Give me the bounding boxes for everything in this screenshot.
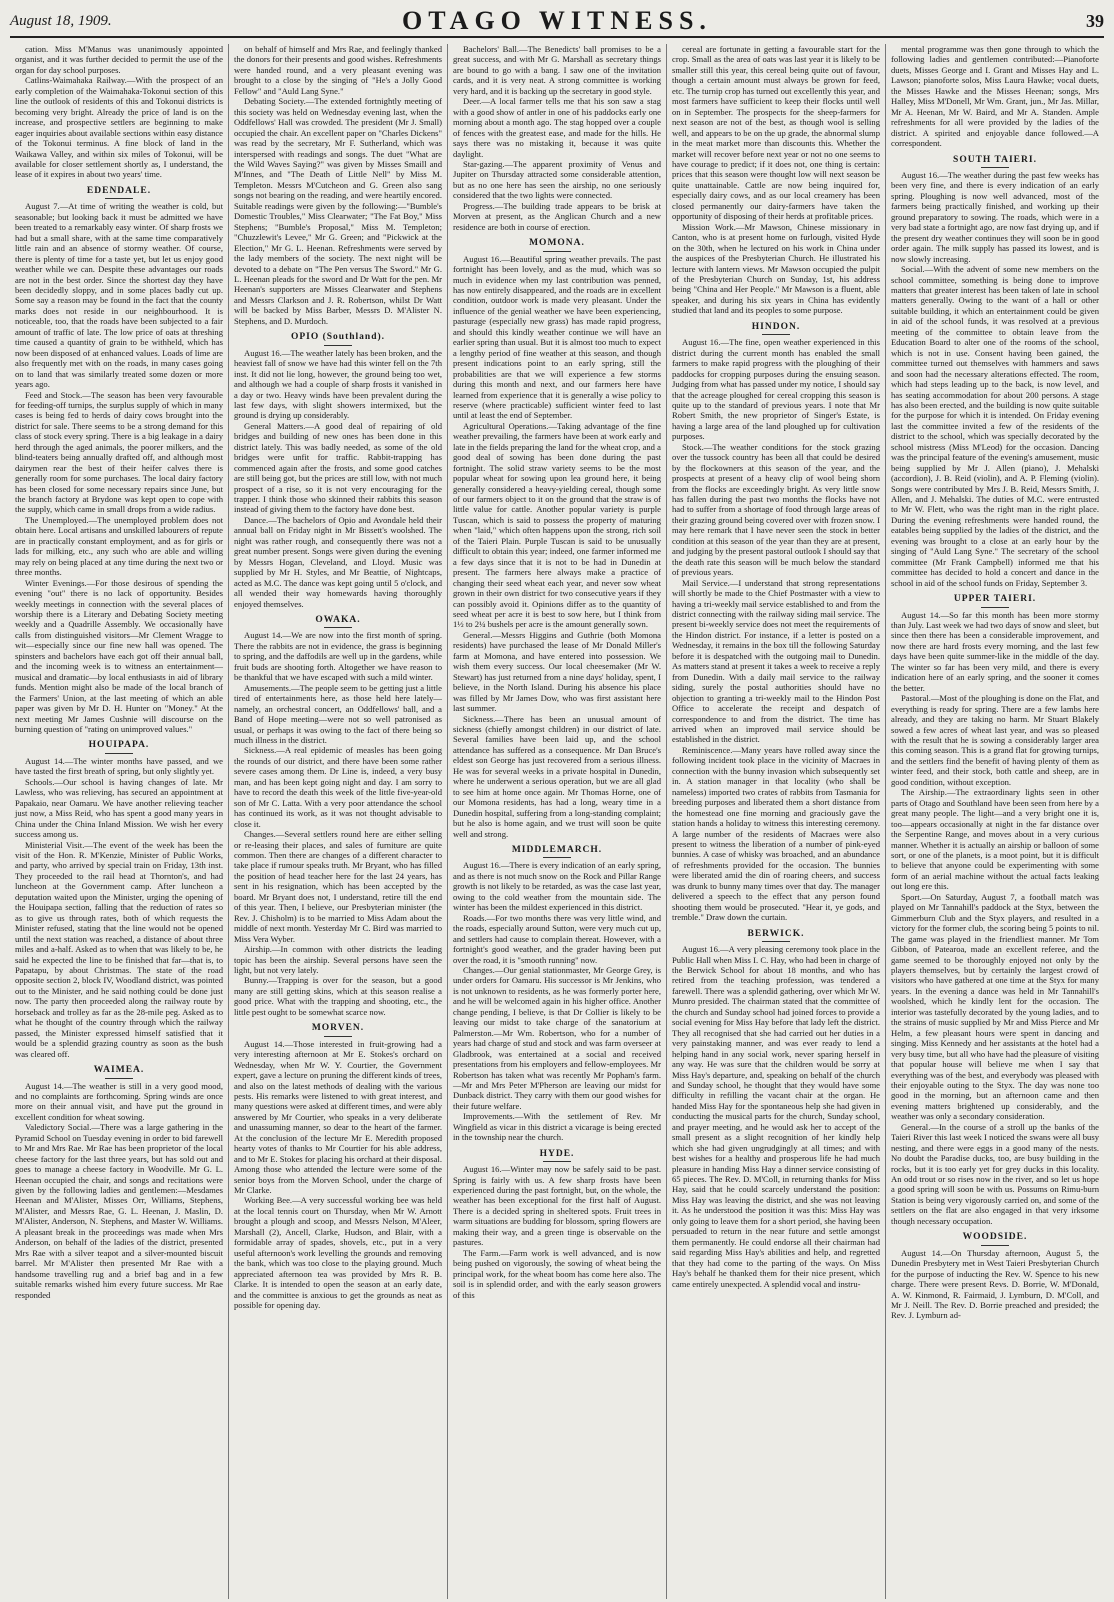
paragraph: Mission Work.—Mr Mawson, Chinese missionary in Canton, who is at present home on furlough, visited Hyde on the 30th, when he lectured on his work in China under the auspices of the Presbyterian Church. He illustrated his lecture with lantern views. Mr Mawson occupied the pulpit of the Presbyterian Church on Sunday, 1st, his address being "China and Her People." Mr Mawson is a fluent, able speaker, and during his six years in China has evidently studied that land and its peoples to some purpose. [672, 221, 880, 316]
article-columns [10, 44, 1104, 1599]
paragraph: Schools.—Our school is having changes of late. Mr Lawless, who was relieving, has secured an appointment at Papakaio, near Oamaru. We have another relieving teacher just now, a Miss Reid, who has spent a good many years in China under the China Inland Mission. We wish her every success among us. [15, 776, 223, 840]
paragraph: August 14.—So far this month has been more stormy than July. Last week we had two days of snow and sleet, but since then there has been a considerable improvement, and now there are hard frosts every morning, and the last few days have been quite summer-like in the middle of the day. The winter so far has been very mild, and there is every indication here of an early spring, and the sooner it comes the better. [891, 609, 1099, 693]
paragraph: August 7.—At time of writing the weather is cold, but seasonable; but looking back it must be admitted we have been treated to a remarkably easy winter. Of sharp frosts we had but a small share, with at the same time comparatively little rain and an absence of stormy weather. Of course, there is plenty of time for a taste yet, but let us enjoy good weather while we can. Despite these advantages our roads are not in the best order. Since the shortest day they have been decidedly sloppy, and in some places badly cut up. Some say a reason may be found in the fact that the county marks does not reside in our neighbourhood. It is noticeable, too, that the roads have been subjected to a fair amount of traffic of late. The low price of oats at threshing time caused a quantity of grain to be withheld, which has now been disposed of at enhanced values. Loads of lime are also frequently met with on the roads, in many cases going on to land that was similarly treated some dozen or more years ago. [15, 201, 223, 390]
paragraph: Feed and Stock.—The season has been very favourable for feeding-off turnips, the surplus supply of which in many cases is being fed to herds of dairy cows brought into the district for sale. There seems to be a strong demand for this class of stock every spring. There is a big leakage in a dairy herd through the aged animals, the poorer milkers, and the blind-teaters being annually drafted off, and although most dairymen rear the best of their heifer calves there is generally room for some purchases. The local dairy factory has been closed for some necessary repairs since June, but the branch factory at Brydone was kept open to cope with the supply, which came in small drops from a wide radius. [15, 389, 223, 515]
paragraph: Changes.—Several settlers round here are either selling or re-leasing their places, and sales of furniture are quite common. Then there are changes of a different character to take place if rumour speaks truth. Mr Bryant, who has filled the position of head teacher here for the last 24 years, has sent in his resignation, which has been accepted by the board. Mr Bryant does not, I understand, retire till the end of this year. Then, I believe, our Presbyterian minister (the Rev. J. Chisholm) is to be married to Miss Adam about the middle of next month. Yesterday Mr C. Bird was married to Miss Vera Wyber. [234, 829, 442, 944]
paragraph: General.—In the course of a stroll up the banks of the Taieri River this last week I noticed the swans were all busy nesting, and there were eggs in a good many of the nests. No doubt the Paradise ducks, too, are busy building in the rocks, but it is too early yet for grey ducks in this locality. An odd trout or so rises now in the river, and so let us hope a good spring will soon be with us. Possums on Rimu-burn Station is being very vigorously carried on, and some of the settlers on the flat are also engaged in that very irksome though necessary occupation. [891, 1121, 1099, 1226]
section-heading: OWAKA. [234, 615, 442, 628]
section-heading: MOMONA. [453, 238, 661, 251]
section-heading: HOUIPAPA. [15, 740, 223, 753]
paragraph: August 14.—On Thursday afternoon, August 5, the Dunedin Presbytery met in West Taieri Presbyterian Church for the purpose of inducting the Rev. W. Spence to his new charge. There were present Revs. D. Borrie, W. M'Donald, A. W. Kinmond, R. Fairmaid, J. Lymburn, D. M'Coll, and Mr J. Neill. The Rev. D. Borrie preached and presided; the Rev. J. Lymburn ad- [891, 1247, 1099, 1321]
section-heading: MIDDLEMARCH. [453, 845, 661, 858]
paragraph: August 14.—The weather is still in a very good mood, and no complaints are forthcoming. Spring winds are once more on their annual visit, and have put the ground in excellent condition for wheat sowing. [15, 1080, 223, 1122]
paragraph: Winter Evenings.—For those desirous of spending the evening "out" there is no lack of opportunity. Besides weekly meetings in connection with the several places of worship there is a Literary and Debating Society meeting weekly and a Quadrille Assembly. We occasionally have calls from distinguished visitors—Mr Clement Wragge to wit—especially since our fine new hall was opened. The spinsters and bachelors have each got off their annual ball, and the incoming week is to witness an entertainment—musical and dramatic—by local enthusiasts in aid of library funds. Mention might also be made of the local branch of the Farmers' Union, at the last meeting of which an able paper was given by Mr D. H. Hunter on "Money." At the next meeting Mr James Cushnie will discourse on the burning question of "rating on unimproved values." [15, 577, 223, 734]
paragraph: August 16.—Beautiful spring weather prevails. The past fortnight has been lovely, and as the mud, which was so much in evidence when my last contribution was penned, has now entirely disappeared, and the roads are in excellent condition, outdoor work is made very pleasant. Under the influence of the genial weather we have been experiencing, pasturage (especially new grass) has made rapid progress, and should this kindly weather continue we will have an earlier spring than usual. But it is almost too much to expect a lengthy period of fine weather at this season, and though present indications point to an early spring, still the probabilities are that we will experience a few storms during this month and next, and our farmers here have learned from experience that it is generally a wise policy to reserve (where practicable) sufficient winter feed to last until at least the end of September. [453, 253, 661, 421]
paragraph: General Matters.—A good deal of repairing of old bridges and building of new ones has been done in this district lately. This was badly needed, as some of the old bridges were unfit for traffic. Rabbit-trapping has commenced again after the frosts, and some good catches are still being got, but the prices are still low, with not much prospect of a rise, so it is not very encouraging for the trapper. I think those who skinned their rabbits this season instead of giving them to the factory have done best. [234, 420, 442, 515]
section-heading: EDENDALE. [15, 186, 223, 199]
section-heading: BERWICK. [672, 929, 880, 942]
section-heading: UPPER TAIERI. [891, 594, 1099, 607]
paragraph: Progress.—The building trade appears to be brisk at Morven at present, as the Anglican Church and a new residence are both in course of erection. [453, 200, 661, 232]
paragraph: Bachelors' Ball.—The Benedicts' ball promises to be a great success, and with Mr G. Marshall as secretary things are bound to go with a bang. I saw one of the invitation cards, and it is very neat. A strong committee is working very hard, and it is backing up the secretary in good style. [453, 44, 661, 96]
paragraph: Star-gazing.—The apparent proximity of Venus and Jupiter on Thursday attracted some considerable attention, but as no one here has seen the airship, no one seriously considered that the two lights were connected. [453, 158, 661, 201]
masthead [10, 6, 1104, 38]
paragraph: mental programme was then gone through to which the following ladies and gentlemen contributed:—Pianoforte duets, Misses George and I. Grant and Misses Hay and L. Lawson; pianoforte solos, Miss Laura Hawke; vocal duets, the Misses Hawke and the Misses Heenan; songs, Mrs Halley, Miss M'Donell, Mr Wm. Grant, jun., Mr Jas. Millar, Mr A. Heenan, Mr W. Baird, and Mr A. Standen. Ample refreshments for all were provided by the ladies of the district. A spirited and enjoyable dance followed.—A correspondent. [891, 44, 1099, 149]
paragraph: Social.—With the advent of some new members on the school committee, something is being done to improve matters that greater interest has been taken of late in school matters generally. Owing to the want of a hall or other suitable building, it which an entertainment could be given in aid of the school funds, it was resolved at a previous meeting of the committee to obtain leave from the Education Board to alter one of the rooms of the school, which is not in use. Consent having been gained, the committee turned out themselves with hammers and saws and soon had the necessary alterations effected. The room, which had steps leading up to the back, is now level, and has seating accommodation for about 200 persons. A stage has also been erected, and the building is now quite suitable for the purpose for which it is intended. On Friday evening last the committee invited a few of the residents of the district to the school, which was specially decorated by the school mistress (Miss M'Leod) for the occasion. Dancing was the principal feature of the evening's amusement, music being supplied by Mr J. Allen (piano), J. Mehalski (accordion), J. B. Reid (violin), and A. P. Fleming (violin). Songs were contributed by Mrs J. B. Reid, Messrs Smith, J. Allen, and J. Mehalski. The duties of M.C. were entrusted to Mr W. Flett, who was the right man in the right place. During the evening refreshments were handed round, the eatables being supplied by the ladies of the district, and the evening was brought to a close at an early hour by the singing of "Auld Lang Syne." The secretary of the school committee (Mr Frank Campbell) informed me that his committee has decided to hold a concert and dance in the school in aid of the school funds on Friday, September 3. [891, 264, 1099, 588]
paragraph: August 16.—There is every indication of an early spring, and as there is not much snow on the Rock and Pillar Range growth is not likely to be retarded, as was the case last year, owing to the cold weather from the mountain side. The winter has been the mildest experienced in this district. [453, 860, 661, 913]
paragraph: Improvements.—With the settlement of Rev. Mr Wingfield as vicar in this district a vicarage is being erected in the township near the church. [453, 1111, 661, 1143]
paragraph: Catlins-Waimahaka Railway.—With the prospect of an early completion of the Waimahaka-Tokonui section of this line the outlook of residents of this and Tokonui districts is becoming very bright. Already the price of land is on the increase, and prospective settlers are beginning to make eager inquiries about available sections within easy distance of the Tokonui terminus. A fine block of land in the Waikawa Valley, and within six miles of Tokonui, will be available for closer settlement shortly as, I understand, the lease of it expires in about two years' time. [15, 75, 223, 180]
paragraph: August 14.—Those interested in fruit-growing had a very interesting afternoon at Mr E. Stokes's orchard on Wednesday, when Mr W. Y. Courtier, the Government expert, gave a lecture on pruning the different kinds of trees, and also on the latest methods of dealing with the various pests. His remarks were listened to with great interest, and many questions were asked at different times, and were ably answered by Mr Courtier, who speaks in a very deliberate and unassuming manner, so dear to the heart of the farmer. At the conclusion of the lecture Mr E. Meredith proposed hearty votes of thanks to Mr Courtier for his able address, and to Mr E. Stokes for placing his orchard at their disposal. Among those who attended the lecture were some of the senior boys from the Morven School, under the charge of Mr Clarke. [234, 1038, 442, 1196]
paragraph: Amusements.—The people seem to be getting just a little tired of entertainments here, as those held here lately—namely, an orchestral concert, an Oddfellows' ball, and a Band of Hope meeting—were not so well patronised as usual, or perhaps it was owing to the fact of there being so much illness in the district. [234, 682, 442, 745]
paragraph: Deer.—A local farmer tells me that his son saw a stag with a good show of antler in one of his paddocks early one morning about a month ago. The stag hopped over a couple of fences with the greatest ease, and made for the hills. He says there was no mistaking it, because it was quite daylight. [453, 96, 661, 159]
paragraph: Dance.—The bachelors of Opio and Avondale held their annual ball on Friday night in Mr Bissett's woolshed. The night was rather rough, and consequently there was not a great number present. Songs were given during the evening by Messrs Hogan, Cleveland, and Lloyd. Music was supplied by Mr H. Styles, and Mr Beattie, of Nightcaps, acted as M.C. The dance was kept going until 5 o'clock, and all wended their way homewards having thoroughly enjoyed themselves. [234, 514, 442, 609]
paragraph: Pastoral.—Most of the ploughing is done on the Flat, and everything is ready for spring. There are a few lambs here already, and they are taking no harm. Mr Stuart Blakely sowed a few acres of wheat last year, and was so pleased with the result that he is sowing a considerably larger area this coming season. This is a grand flat for growing turnips, and the settlers find the benefit of having plenty of them as winter feed, and their stock, both cattle and sheep, are in good condition, without exception. [891, 693, 1099, 787]
paragraph: Mail Service.—I understand that strong representations will shortly be made to the Chief Postmaster with a view to having a tri-weekly mail service established to and from the district connecting with the railway siding mail service. The present bi-weekly service does not meet the requirements of the Hindon district. For instance, if a letter is posted on a Wednesday, it remains in the box till the following Saturday before it is despatched with the outgoing mail to Dunedin. As matters stand at present it takes a week to receive a reply from Dunedin. With a daily mail service to the railway siding, surely the postal authorities should have no objection to granting a tri-weekly mail to the Hindon Post Office to accelerate the receipt and despatch of correspondence to and from the district. The time has arrived when an improved mail service should be established in the district. [672, 577, 880, 745]
paragraph: The Unemployed.—The unemployed problem does not obtain here. Local artisans and unskilled labourers of repute are in practically constant employment, and as for girls or lads for milking, etc., any such who are able and willing may rely on being placed at any time during the next two or three months. [15, 514, 223, 578]
issue-date: August 18, 1909. [10, 12, 112, 29]
paragraph: August 16.—The fine, open weather experienced in this district during the current month has enabled the small farmers to make rapid progress with the ploughing of their paddocks for cropping purposes during the ensuing season. Judging from what has passed under my notice, I should say that the acreage ploughed for cereal cropping this season is quite up to the standard of previous years. I note that Mr Robert Smith, the new proprietor of Singer's Estate, is having a large area of the land ploughed up for cultivation purposes. [672, 337, 880, 442]
paragraph: The Airship.—The extraordinary lights seen in other parts of Otago and Southland have been seen from here by a great many people. The light—and a very bright one it is, too—appears occasionally at night in the far distance over the Serpentine Range, and moves about in a very curious manner. Whether it is actually an airship or balloon of some sort, or one of the planets, is a moot point, but it is difficult to believe that anyone could be experimenting with some form of an aerial machine without the actual facts leaking out long ere this. [891, 787, 1099, 892]
paragraph: August 14.—We are now into the first month of spring. There the rabbits are not in evidence, the grass is beginning to spring, and the daffodils are well up in the gardens, while fruit buds are shooting forth. Altogether we have reason to be thankful that we have escaped with such a mild winter. [234, 630, 442, 683]
section-heading: HINDON. [672, 322, 880, 335]
paragraph: Bunny.—Trapping is over for the season, but a good many are still getting skins, which at this season realise a good price. What with the trapping and shooting, etc., the little pest ought to be somewhat scarce now. [234, 975, 442, 1017]
paragraph: Reminiscence.—Many years have rolled away since the following incident took place in the vicinity of Macraes in connection with the bunny invasion which subsequently set in. A station manager in that locality (who shall be nameless) imported two crates of rabbits from Tasmania for breeding purposes and liberated them a short distance from the homestead one fine morning and graciously gave the station hands a holiday to witness this interesting ceremony. A large number of the residents of Macraes were also present to witness the liberation of a number of pink-eyed bunnies. A case of whisky was broached, and an abundance of refreshments provided for the occasion. The bunnies were liberated amid the din of roaring cheers, and success was drunk to bunny many times over that day. The manager delivered a speech to the effect that any person found shooting them would be prosecuted. "Hear it, ye gods, and tremble." Draw down the curtain. [672, 744, 880, 923]
column-5 [886, 44, 1104, 1599]
column-2 [229, 44, 448, 1599]
newspaper-title: OTAGO WITNESS. [402, 6, 712, 35]
paragraph: Ministerial Visit.—The event of the week has been the visit of the Hon. R. M'Kenzie, Minister of Public Works, and party, who arrived by special train on Friday, 13th inst. They proceeded to the rail head at Thornton's, and had luncheon at the Government camp. After luncheon a deputation waited upon the Minister, urging the opening of the Houipapa section, falling that the reduction of rates so as to give us through rates, both of which requests the Minister refused, stating that the line would not be opened until the next station was reached, a distance of about three miles and a-half. Asked as to when that was likely to be, he said he expected the line to be finished that far—that is, to Papatapu, by about Christmas. The state of the road opposite section 2, block IV, Woodland district, was pointed out to the Minister, and he said nothing could be done just now. The party then proceeded along the railway route by horseback and trolley as far as the 28-mile peg. Asked as to what he thought of the country through which the railway passed, the Minister expressed himself satisfied that it would be a splendid grazing country as soon as the bush was cleared off. [15, 839, 223, 1059]
paragraph: Working Bee.—A very successful working bee was held at the local tennis court on Thursday, when Mr W. Arnott brought a plough and scoop, and Messrs Nelson, M'Aleer, Marshall (2), Ancell, Clarke, Hudson, and Blair, with a formidable array of spades, shovels, etc., put in a very useful afternoon's work levelling the grounds and removing the bank, which was too close to the playing ground. Much appreciated afternoon tea was provided by Mrs R. B. Clarke. It is intended to open the season at an early date, and the committee is anxious to get the grounds as neat as possible for opening day. [234, 1195, 442, 1311]
paragraph: Stock.—The weather conditions for the stock grazing over the tussock country has been all that could be desired by the flockowners at this season of the year, and the prospects at present of a heavy clip of wool being shorn from the flocks are exceedingly bright. As very little snow has fallen during the past two months the flocks have not had to suffer from a shortage of food through large areas of their grazing ground being covered over with frozen snow. I may here remark that I have never seen the stock in better condition at this season of the year than they are at present, and judging by the present pastoral outlook I should say that the death rate this season will be much below the standard of previous years. [672, 441, 880, 578]
column-1 [10, 44, 229, 1599]
paragraph: August 16.—The weather lately has been broken, and the heaviest fall of snow we have had this winter fell on the 7th inst. It did not lie long, however, the ground being too wet, and although we had a couple of sharp frosts it vanished in a day or two. Heavy winds have been prevalent during the last few days, with slight showers intermixed, but the ground is drying up considerably. [234, 347, 442, 421]
paragraph: cereal are fortunate in getting a favourable start for the crop. Small as the area of oats was last year it is likely to be smaller still this year, this cereal being quite out of favour, though a certain amount must always be grown for feed, etc. The turnip crop has turned out excellently this year, and most farmers have sufficient to keep their flocks until well on in September. The prospects for the sheep-farmers for next season are not of the best, as though wool is selling well, and appears to be on the up grade, the abnormal slump in the meat market more than discounts this. Whether the market will recover before next year or not no one seems to have courage to predict; if it does not, one thing is certain: prices that this season were thought low will next season be quite unattainable. Cattle are now being inquired for, especially dairy cows, and as our local creamery has been closed permanently our dairy-farmers have taken the opportunity of disposing of their herds at profitable prices. [672, 44, 880, 222]
paragraph: Sickness.—A real epidemic of measles has been going the rounds of our district, and there have been some rather severe cases among them. Dr Line is, indeed, a very busy man, and has been kept going night and day. I am sorry to have to record the death this week of the little five-year-old son of Mr C. Latta. With a very poor attendance the school has continued its work, as it was not thought advisable to close it. [234, 745, 442, 829]
section-heading: MORVEN. [234, 1023, 442, 1036]
paragraph: Debating Society.—The extended fortnightly meeting of this society was held on Wednesday evening last, when the Oddfellows' Hall was crowded. The president (Mr J. Small) occupied the chair. An excellent paper on "Charles Dickens" was read by the secretary, Mr F. Sutherland, which was interspersed with readings and songs. The duet "What are the Wild Waves Saying?" was given by Misses Smaill and M'Innes, and "The Death of Little Nell" by Miss M. Templeton. Messrs M'Cutcheon and G. Green also sang songs not bearing on the reading, and were heartily encored. Suitable readings were given by the following:—"Bumble's Domestic Troubles," Miss Clearwater; "The Fat Boy," Miss Stephens; "Bumble's Proposal," Miss M. Templeton; "Chuzzlewit's Levee," Mr G. Green; and "Pickwick at the Election," Mr G. L. Heenan. Refreshments were served by the lady members of the society. The next night will be devoted to a debate on "The Pen versus The Sword." Mr G. L. Heenan pleads for the sword and Dr Watt for the pen. Mr Heenan's supporters are Misses Clearwater and Stephens and Messrs Clarkson and J. R. Robertson, whilst Dr Watt will be backed by Miss Barber, Messrs D. M'Alister N. Stephens, and D. Murdoch. [234, 96, 442, 326]
paragraph: Valedictory Social.—There was a large gathering in the Pyramid School on Tuesday evening in order to bid farewell to Mr and Mrs Rae. Mr Rae has been proprietor of the local cheese factory for the last three years, but has sold out and goes to manage a cheese factory in Woodville. Mr G. L. Heenan occupied the chair, and songs and recitations were given by the following ladies and gentlemen:—Mesdames Heenan and M'Alister, Misses Orr, Williams, Stephens, M'Alister, and Messrs Rae, G. L. Heenan, J. Maslin, D. M'Alister, Anderson, N. Stephens, and Master W. Williams. A pleasant break in the proceedings was made when Mrs Anderson, on behalf of the ladies of the district, presented Mrs Rae with a silver teapot and a silver-mounted biscuit barrel. Mr M'Alister then presented Mr Rae with a handsome travelling rug and a brief bag and in a few suitable remarks wished him every future success. Mr Rae responded [15, 1122, 223, 1300]
paragraph: Sickness.—There has been an unusual amount of sickness (chiefly amongst children) in our district of late. Several families have been laid up, and the school attendance has suffered as a consequence. Mr Dan Bruce's eldest son George has just recovered from a serious illness. He was for several weeks in a private hospital in Dunedin, where he underwent a serious operation, but we are all glad to see him at home once again. Mr Thomas Horne, one of our Momona residents, has had a long, weary time in a Dunedin hospital, suffering from a long-standing complaint; but he also is home again, and we trust will soon be quite well and strong. [453, 713, 661, 839]
paragraph: cation. Miss M'Manus was unanimously appointed organist, and it was further decided to permit the use of the organ for day school purposes. [15, 44, 223, 75]
paragraph: on behalf of himself and Mrs Rae, and feelingly thanked the donors for their presents and good wishes. Refreshments were handed round, and a very pleasant evening was brought to a close by the singing of "He's a Jolly Good Fellow" and "Auld Lang Syne." [234, 44, 442, 96]
paragraph: The Farm.—Farm work is well advanced, and is now being pushed on vigorously, the sowing of wheat being the principal work, for the wheat boom has come here also. The soil is in splendid order, and with the early season growers of this [453, 1247, 661, 1300]
paragraph: August 16.—A very pleasing ceremony took place in the Public Hall when Miss I. C. Hay, who had been in charge of the Berwick School for about 18 months, and who has retired from the teaching profession, was tendered a farewell. There was a splendid gathering, over which Mr W. Munro presided. The chairman stated that the committee of the church and Sunday school had joined forces to provide a social evening for Miss Hay before that lady left the district. They all recognised that she had carried out her duties in a very painstaking manner, and was ever ready to lend a helping hand in any social work, never sparing herself in any way. He was sure that the children would be sorry at Miss Hay's departure, and, speaking on behalf of the church and Sunday school, he thought that they would have some difficulty in refilling the vacant chair at the organ. He handed Miss Hay for the spontaneous help she had given in conducting the musical parts for the church, Sunday school, and prayer meeting, and he would ask her to accept of the small present as a slight recognition of her kindly help which she had given ungrudgingly at all times; and with best wishes for a healthy and prosperous life he had much pleasure in handing Miss Hay a dinner service consisting of 65 pieces. The Rev. D. M'Coll, in returning thanks for Miss Hay, said that he could scarcely understand the position: Miss Hay was leaving the district, and she was not leaving it. As he understood the position it was this: Miss Hay was only going to leave them for a short period, she having been persuaded to return in the near future and settle amongst them permanently. He could endorse all their chairman had said regarding Miss Hay's abilities and help, and regretted that they had come to the parting of the ways. On Miss Hay's behalf he thanked them for their nice present, which came entirely unexpected. A splendid vocal and instru- [672, 944, 880, 1289]
paragraph: Agricultural Operations.—Taking advantage of the fine weather prevailing, the farmers have been at work early and late in the fields preparing the land for the wheat crop, and a good deal of sowing has been done during the past fortnight. The solid straw variety seems to be the most popular wheat for sowing upon lea ground here, it being generally considered a heavy-yielding cereal, though some of our farmers object to it on the ground that the straw is of little value for cattle. Another popular variety is purple Tuscan, which is said to possess the property of maturing when "laid," which often happens upon the strong, rich soil of the Taieri Plain. Purple Tuscan is said to be unusually difficult to obtain this year; indeed, one farmer informed me a few days since that it is not to be had in Dunedin at present. The farmers here always make a practice of changing their seed wheat each year, and never sow wheat grown in their own district for two consecutive years if they can possibly avoid it. Opinions differ as to the quantity of seed wheat per acre it is best to sow here, but I think from 1½ to 2¼ bushels per acre is the amount generally sown. [453, 420, 661, 630]
section-heading: HYDE. [453, 1149, 661, 1162]
section-heading: WAIMEA. [15, 1065, 223, 1078]
paragraph: General.—Messrs Higgins and Guthrie (both Momona residents) have purchased the lease of Mr Donald Miller's farm at Momona, and have entered into possession. We wish them every success. Our local cheesemaker (Mr W. Stewart) has just returned from a nine days' holiday, spent, I believe, in the North Island. During his absence his place was filled by Mr James Dow, who was first assistant here last summer. [453, 629, 661, 714]
paragraph: Sport.—On Saturday, August 7, a football match was played on Mr Tannahill's paddock at the Styx, between the Gimmerburn Club and the Styx players, and resulted in a victory for the former club, the scoring being 5 points to nil. The game was played in the friendliest manner. Mr Tom Gibbon, of Patearoa, made an excellent referee, and the game seemed to be thoroughly enjoyed not only by the players themselves, but by certainly the largest crowd of visitors who have gathered at one time at the Styx for many years. In the evening a dance was held in Mr Tannahill's woolshed, which he kindly lent for the occasion. The interior was tastefully decorated by the young ladies, and to the strains of music supplied by Mr and Miss Pierce and Mr Helm, a few pleasant hours were spent in dancing and singing. Miss Kennedy and her assistants at the hotel had a very busy time, but all who have had the pleasure of visiting that popular house will believe me when I say that everything was of the best, and everybody was pleased with their enjoyable outing to the Styx. The day was none too good in the morning, but an afternoon came and then evening matters brightened up considerably, and the weather was only a secondary consideration. [891, 891, 1099, 1122]
paragraph: August 14.—The winter months have passed, and we have tasted the first breath of spring, but only slightly yet. [15, 755, 223, 777]
paragraph: Roads.—For two months there was very little wind, and the roads, especially around Sutton, were very much cut up, and settlers had cause to complain thereat. However, with a fortnight's good weather, and the grader having been put over the road, it is "smooth running" now. [453, 912, 661, 965]
paragraph: August 16.—Winter may now be safely said to be past. Spring is fairly with us. A few sharp frosts have been experienced during the past fortnight, but, on the whole, the weather has been exceptional for the first half of August. There is a decided spring in sheltered spots. Fruit trees in warm situations are budding for blossom, spring flowers are making their way, and a green tinge is observable on the pastures. [453, 1164, 661, 1248]
column-4 [667, 44, 886, 1599]
section-heading: SOUTH TAIERI. [891, 155, 1099, 168]
column-3 [448, 44, 667, 1599]
page-number: 39 [1086, 10, 1104, 31]
section-heading: WOODSIDE. [891, 1232, 1099, 1245]
section-heading: OPIO (Southland). [234, 332, 442, 345]
paragraph: Airship.—In common with other districts the leading topic has been the airship. Several persons have seen the light, but not very lately. [234, 944, 442, 975]
paragraph: August 16.—The weather during the past few weeks has been very fine, and there is every indication of an early spring. Ploughing is now well advanced, most of the farmers being practically finished, and working up their ground preparatory to sowing. The roads, which were in a very bad state a fortnight ago, are now fast drying up, and if the present dry weather continues they will soon be in good order again. The milk supply has passed its lowest, and is now slowly increasing. [891, 169, 1099, 264]
paragraph: Changes.—Our genial stationmaster, Mr George Grey, is under orders for Oamaru. His successor is Mr Jenkins, who is not unknown to residents, as he was formerly porter here, and he will be welcomed again in his higher office. Another change pending, I believe, is that Dr Collier is likely to be leaving our midst to take charge of the sanatorium at Palmerston.—Mr Wm. Robertson, who for a number of years had charge of stud and stock and was farm overseer at Gladbrook, was entertained at a social and received presentations from his employers and fellow-employees. Mr Robertson has taken what was recently Mr Popham's farm.—Mr and Mrs Peter M'Pherson are leaving our midst for Dunback district. They carry with them our good wishes for their future welfare. [453, 964, 661, 1111]
